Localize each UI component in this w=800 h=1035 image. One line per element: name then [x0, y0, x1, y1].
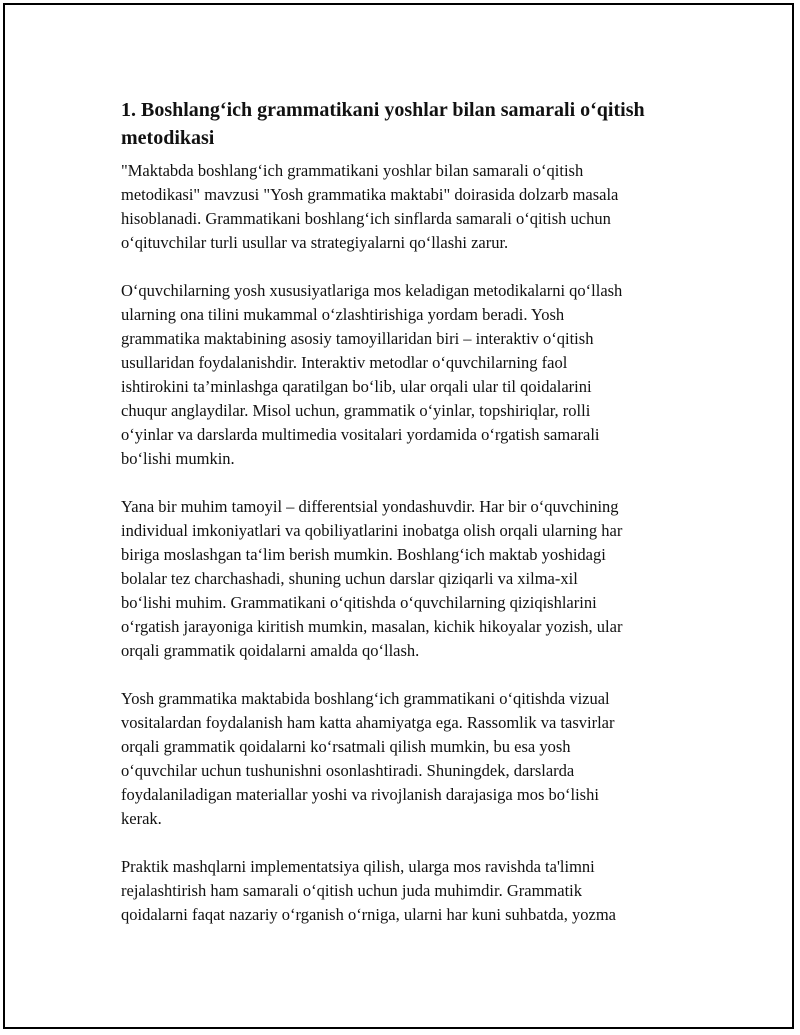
text-line: hisoblanadi. Grammatikani boshlang‘ich sinflarda samarali o‘qitish uchun [121, 209, 611, 228]
section-title [121, 96, 689, 152]
text-line: ishtirokini ta’minlashga qaratilgan bo‘lib, ular orqali ular til qoidalarini [121, 377, 592, 396]
text-line: rejalashtirish ham samarali o‘qitish uchun juda muhimdir. Grammatik [121, 881, 582, 900]
text-line: o‘quvchilar uchun tushunishni osonlashtiradi. Shuningdek, darslarda [121, 761, 575, 780]
text-line: individual imkoniyatlari va qobiliyatlarini inobatga olish orqali ularning har [121, 521, 623, 540]
text-line: bo‘lishi mumkin. [121, 449, 235, 468]
text-line: Yosh grammatika maktabida boshlang‘ich grammatikani o‘qitishda vizual [121, 689, 610, 708]
paragraph-1 [121, 159, 689, 255]
text-line: grammatika maktabining asosiy tamoyillaridan biri – interaktiv o‘qitish [121, 329, 594, 348]
text-line: o‘yinlar va darslarda multimedia vositalari yordamida o‘rgatish samarali [121, 425, 600, 444]
text-line: vositalardan foydalanish ham katta ahamiyatga ega. Rassomlik va tasvirlar [121, 713, 615, 732]
text-line: qoidalarni faqat nazariy o‘rganish o‘rniga, ularni har kuni suhbatda, yozma [121, 905, 616, 924]
text-line: o‘qituvchilar turli usullar va strategiyalarni qo‘llashi zarur. [121, 233, 509, 252]
title-line: metodikasi [121, 127, 215, 149]
text-line: Yana bir muhim tamoyil – differentsial yondashuvdir. Har bir o‘quvchining [121, 497, 619, 516]
text-line: usullaridan foydalanishdir. Interaktiv metodlar o‘quvchilarning faol [121, 353, 568, 372]
paragraph-4 [121, 687, 689, 831]
text-line: biriga moslashgan ta‘lim berish mumkin. Boshlang‘ich maktab yoshidagi [121, 545, 606, 564]
text-line: kerak. [121, 809, 162, 828]
text-line: "Maktabda boshlang‘ich grammatikani yoshlar bilan samarali o‘qitish [121, 161, 584, 180]
document-body [121, 96, 689, 927]
paragraph-5 [121, 855, 689, 927]
text-line: Praktik mashqlarni implementatsiya qilish, ularga mos ravishda ta'limni [121, 857, 595, 876]
text-line: orqali grammatik qoidalarni amalda qo‘llash. [121, 641, 420, 660]
text-line: bo‘lishi muhim. Grammatikani o‘qitishda o‘quvchilarning qiziqishlarini [121, 593, 597, 612]
text-line: chuqur anglaydilar. Misol uchun, grammatik o‘yinlar, topshiriqlar, rolli [121, 401, 591, 420]
text-line: bolalar tez charchashadi, shuning uchun darslar qiziqarli va xilma-xil [121, 569, 578, 588]
text-line: O‘quvchilarning yosh xususiyatlariga mos keladigan metodikalarni qo‘llash [121, 281, 623, 300]
paragraph-3 [121, 495, 689, 663]
text-line: foydalaniladigan materiallar yoshi va rivojlanish darajasiga mos bo‘lishi [121, 785, 599, 804]
title-line: 1. Boshlang‘ich grammatikani yoshlar bilan samarali o‘qitish [121, 99, 645, 121]
text-line: o‘rgatish jarayoniga kiritish mumkin, masalan, kichik hikoyalar yozish, ular [121, 617, 623, 636]
text-line: orqali grammatik qoidalarni ko‘rsatmali qilish mumkin, bu esa yosh [121, 737, 571, 756]
text-line: ularning ona tilini mukammal o‘zlashtirishiga yordam beradi. Yosh [121, 305, 565, 324]
page-frame [3, 3, 794, 1029]
paragraph-2 [121, 279, 689, 471]
text-line: metodikasi" mavzusi "Yosh grammatika maktabi" doirasida dolzarb masala [121, 185, 619, 204]
